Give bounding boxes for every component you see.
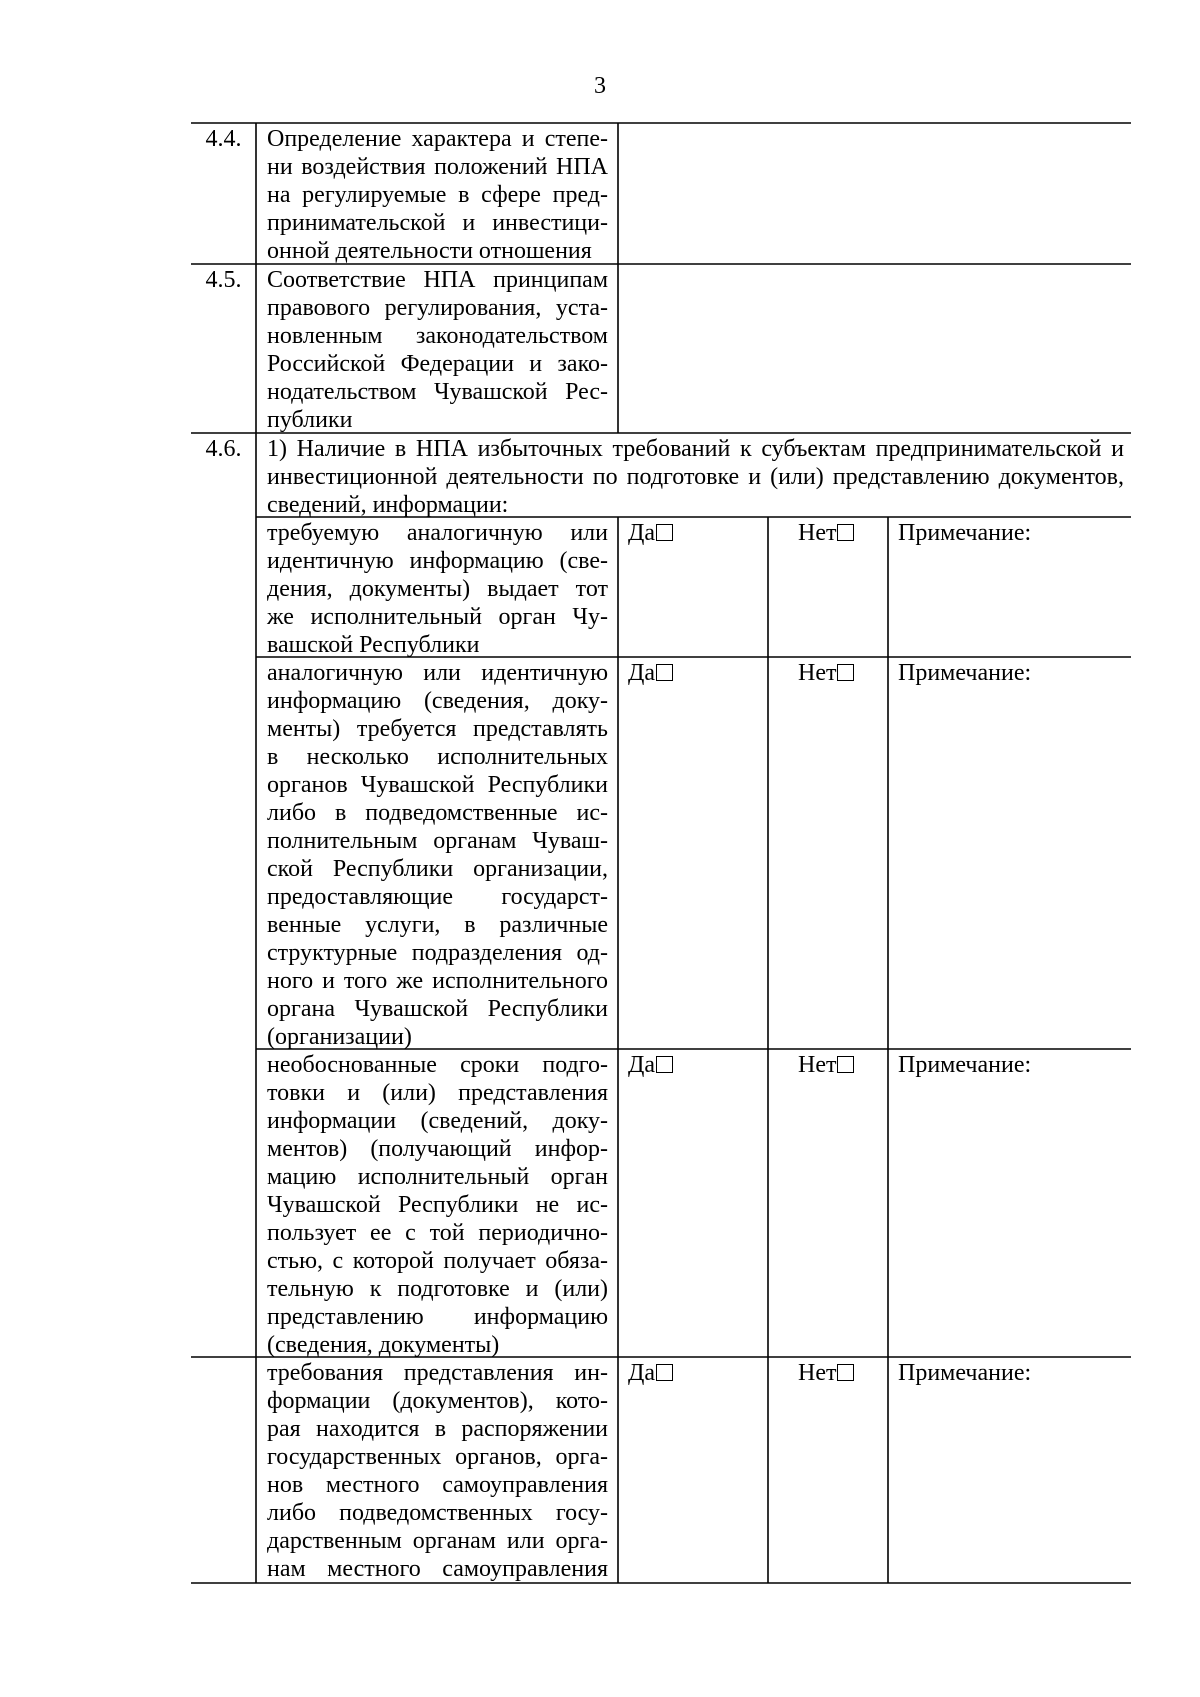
text-line: нам местного самоуправления [267,1556,608,1582]
text-line: Чувашской Республики не ис- [267,1192,608,1218]
text-line: представлению информацию [267,1304,608,1330]
text-line: менты) требуется представлять [267,716,608,742]
sub-item-text [267,659,608,1051]
yes-label: Да [628,520,656,546]
text-line: предоставляющие государст- [267,884,608,910]
text-line: вашской Республики [267,632,480,658]
text-line: мацию исполнительный орган [267,1164,608,1190]
note-label: Примечание: [898,1052,1032,1078]
text-line: идентичную информацию (све- [267,548,608,574]
no-checkbox[interactable] [837,524,854,541]
text-line: (сведения, документы) [267,1332,500,1358]
text-line: рая находится в распоряжении [267,1416,608,1442]
text-line: необоснованные сроки подго- [267,1052,608,1078]
text-line: Российской Федерации и зако- [267,351,608,377]
no-checkbox[interactable] [837,1364,854,1381]
yes-label: Да [628,1360,656,1386]
yes-option[interactable] [628,659,673,687]
no-label: Нет [798,660,837,686]
no-option[interactable] [798,519,854,547]
text-line: органов Чувашской Республики [267,772,608,798]
note-label: Примечание: [898,520,1032,546]
sub-item-text [267,1359,608,1583]
text-line: ской Республики организации, [267,856,608,882]
text-line: дарственным органам или орга- [267,1528,608,1554]
yes-option[interactable] [628,1051,673,1079]
text-line: Соответствие НПА принципам [267,267,608,293]
text-line: формации (документов), кото- [267,1388,608,1414]
text-line: ного и того же исполнительного [267,968,608,994]
yes-label: Да [628,1052,656,1078]
text-line: товки и (или) представления [267,1080,608,1106]
text-line: государственных органов, орга- [267,1444,608,1470]
row-text [267,435,1124,519]
text-line: венные услуги, в различные [267,912,608,938]
sub-item-text [267,519,608,659]
text-line: тельную к подготовке и (или) [267,1276,608,1302]
no-option[interactable] [798,1051,854,1079]
text-line: 1) Наличие в НПА избыточных требований к субъектам предпринимательской и [267,436,1124,462]
row-text [267,266,608,434]
text-line: требуемую аналогичную или [267,520,608,546]
yes-option[interactable] [628,1359,673,1387]
text-line: сведений, информации: [267,492,509,518]
no-checkbox[interactable] [837,664,854,681]
text-line: аналогичную или идентичную [267,660,608,686]
text-line: же исполнительный орган Чу- [267,604,608,630]
row-number: 4.5. [205,267,242,293]
yes-checkbox[interactable] [656,664,673,681]
text-line: информацию (сведения, доку- [267,688,608,714]
yes-checkbox[interactable] [656,1056,673,1073]
text-line: стью, с которой получает обяза- [267,1248,608,1274]
note-label: Примечание: [898,660,1032,686]
text-line: информации (сведений, доку- [267,1108,608,1134]
yes-checkbox[interactable] [656,1364,673,1381]
text-line: полнительным органам Чуваш- [267,828,608,854]
text-line: нов местного самоуправления [267,1472,608,1498]
text-line: публики [267,407,353,433]
text-line: либо в подведомственные ис- [267,800,608,826]
text-line: нодательством Чувашской Рес- [267,379,608,405]
no-checkbox[interactable] [837,1056,854,1073]
row-number: 4.4. [205,126,242,152]
text-line: ментов) (получающий инфор- [267,1136,608,1162]
text-line: дения, документы) выдает тот [267,576,608,602]
page-number: 3 [594,73,606,99]
text-line: онной деятельности отношения [267,238,592,264]
sub-item-text [267,1051,608,1359]
text-line: пользует ее с той периодично- [267,1220,608,1246]
yes-option[interactable] [628,519,673,547]
note-label: Примечание: [898,1360,1032,1386]
row-text [267,125,608,265]
yes-checkbox[interactable] [656,524,673,541]
row-number: 4.6. [205,436,242,462]
text-line: либо подведомственных госу- [267,1500,608,1526]
text-line: правового регулирования, уста- [267,295,608,321]
no-label: Нет [798,1360,837,1386]
no-label: Нет [798,520,837,546]
text-line: (организации) [267,1024,412,1050]
text-line: новленным законодательством [267,323,608,349]
text-line: органа Чувашской Республики [267,996,608,1022]
text-line: структурные подразделения од- [267,940,608,966]
text-line: ни воздействия положений НПА [267,154,608,180]
text-line: инвестиционной деятельности по подготовке и (или) представлению документов, [267,464,1124,490]
no-label: Нет [798,1052,837,1078]
text-line: принимательской и инвестици- [267,210,608,236]
text-line: на регулируемые в сфере пред- [267,182,608,208]
yes-label: Да [628,660,656,686]
no-option[interactable] [798,659,854,687]
text-line: в несколько исполнительных [267,744,608,770]
no-option[interactable] [798,1359,854,1387]
text-line: Определение характера и степе- [267,126,608,152]
text-line: требования представления ин- [267,1360,608,1386]
